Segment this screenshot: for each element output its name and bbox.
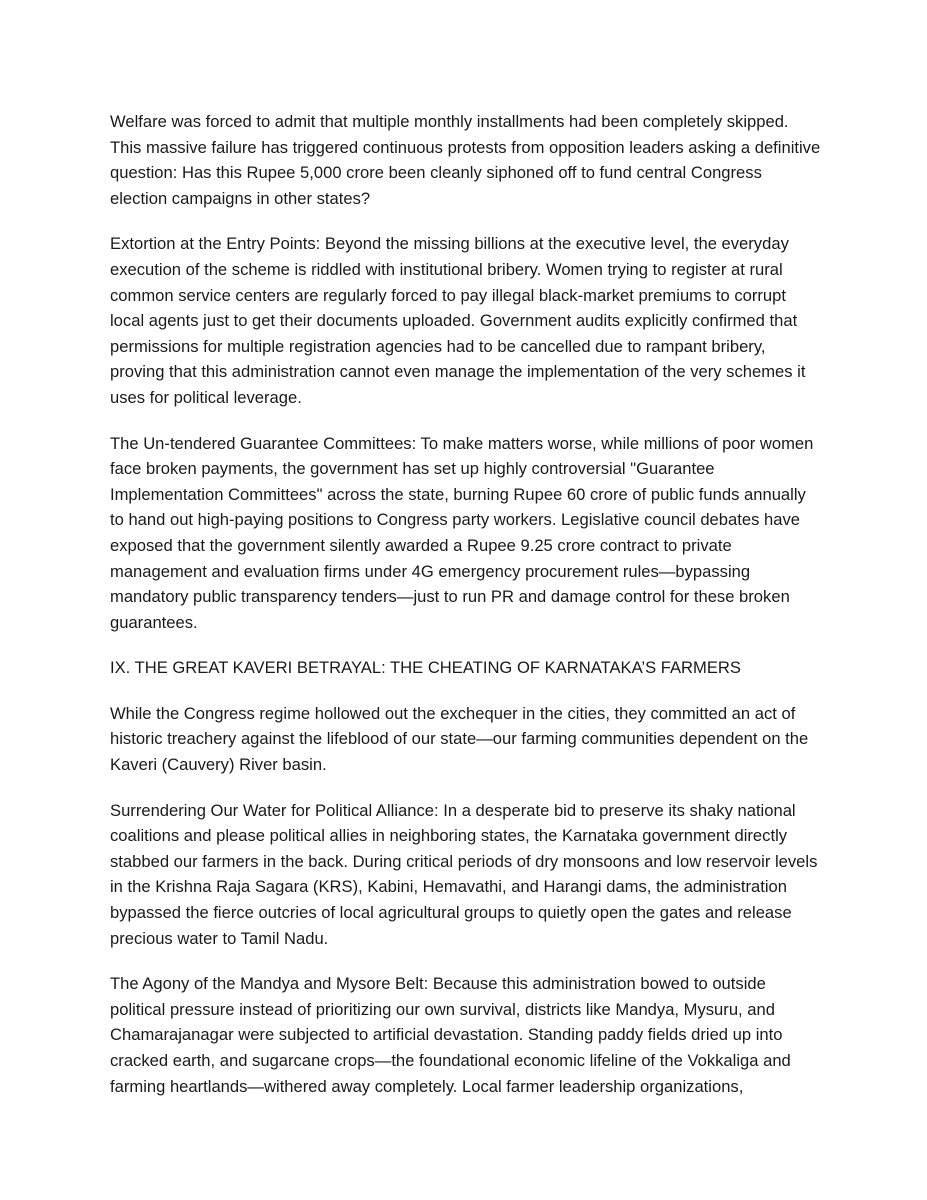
paragraph-welfare-skipped-installments: Welfare was forced to admit that multiple monthly installments had been completely skipped. This massive failure has triggered continuous protests from opposition leaders asking a definitive question: Has this Rupee 5,000 crore been cleanly siphoned off to fund central Congress election campaigns in other states?: [110, 112, 821, 208]
paragraph-untendered-guarantee-committees: The Un-tendered Guarantee Committees: To make matters worse, while millions of poor women face broken payments, the government has set up highly controversial "Guarantee Implementation Committees" across the state, burning Rupee 60 crore of public funds annually to hand out high-paying positions to Congress party workers. Legislative council debates have exposed that the government silently awarded a Rupee 9.25 crore contract to private management and evaluation firms under 4G emergency procurement rules—bypassing mandatory public transparency tenders—just to run PR and damage control for these broken guarantees.: [110, 433, 814, 632]
paragraph-mandya-mysore-agony: The Agony of the Mandya and Mysore Belt: Because this administration bowed to outside political pressure instead of prioritizing our own survival, districts like Mandya, Mysuru, and Chamarajanagar were subjected to artificial devastation. Standing paddy fields dried up into cracked earth, and sugarcane crops—the foundational economic lifeline of the Vokkaliga and farming heartlands—withered away completely. Local farmer leadership organizations,: [110, 974, 791, 1096]
document-body: [110, 109, 822, 1119]
section-heading-kaveri-betrayal: IX. THE GREAT KAVERI BETRAYAL: THE CHEATING OF KARNATAKA’S FARMERS: [110, 658, 741, 678]
paragraph-surrendering-water: Surrendering Our Water for Political Alliance: In a desperate bid to preserve its shaky national coalitions and please political allies in neighboring states, the Karnataka government directly stabbed our farmers in the back. During critical periods of dry monsoons and low reservoir levels in the Krishna Raja Sagara (KRS), Kabini, Hemavathi, and Harangi dams, the administration bypassed the fierce outcries of local agricultural groups to quietly open the gates and release precious water to Tamil Nadu.: [110, 800, 818, 948]
paragraph-extortion-entry-points: Extortion at the Entry Points: Beyond the missing billions at the executive level, the everyday execution of the scheme is riddled with institutional bribery. Women trying to register at rural common service centers are regularly forced to pay illegal black-market premiums to corrupt local agents just to get their documents uploaded. Government audits explicitly confirmed that permissions for multiple registration agencies had to be cancelled due to rampant bribery, proving that this administration cannot even manage the implementation of the very schemes it uses for political leverage.: [110, 234, 806, 407]
paragraph-kaveri-intro: While the Congress regime hollowed out the exchequer in the cities, they committed an act of historic treachery against the lifeblood of our state—our farming communities dependent on the Kaveri (Cauvery) River basin.: [110, 703, 809, 775]
